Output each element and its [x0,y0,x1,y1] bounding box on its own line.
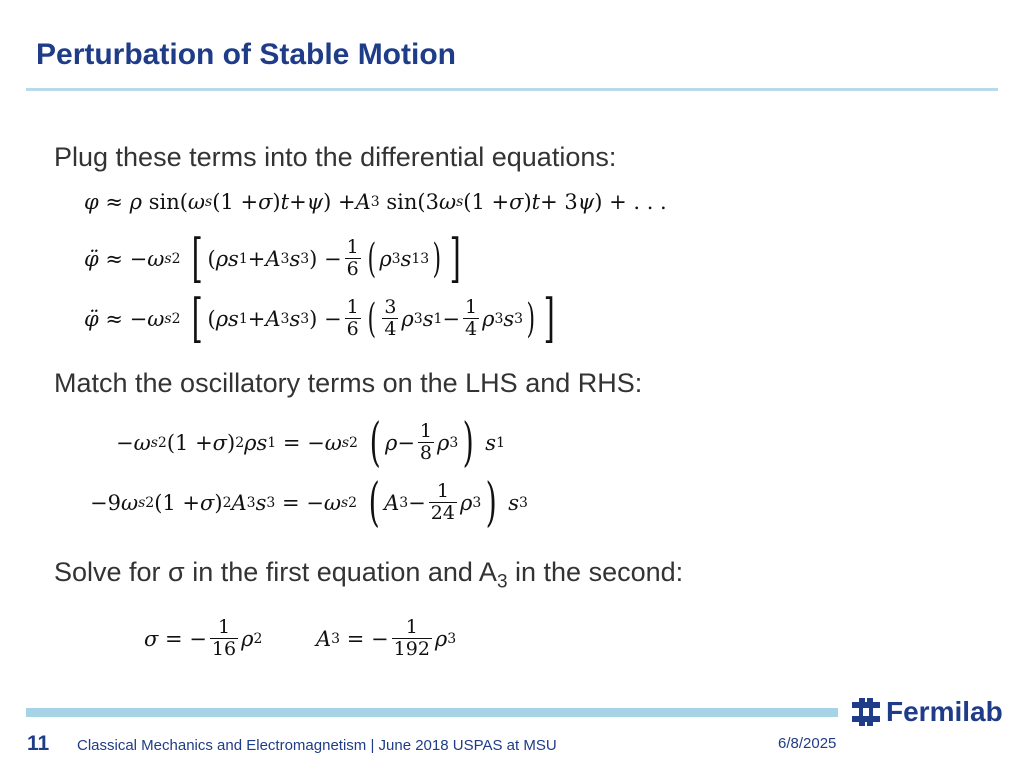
bullet-match-terms: Match the oscillatory terms on the LHS and RHS: [54,368,643,398]
equation-phi-expansion: φ ≈ ρ sin( ω s (1 + σ ) t + ψ ) + A 3 sin(3 ω s (1 + σ ) t + 3 ψ ) + . . . [84,190,667,214]
fermilab-logo [850,696,1003,728]
page-number: 11 [27,732,50,755]
footer-date: 6/8/2025 [778,735,837,752]
equation-match-s1: − ω s 2 (1 + σ ) 2 ρs 1 = − ω s 2 ( ρ − $\frac{1}{8}$ ρ 3 ) s 1 [116,413,505,473]
slide-title: Perturbation of Stable Motion [36,38,456,71]
footer-bar [26,708,838,717]
fermilab-logo-text: Fermilab [886,696,1003,727]
equation-phi-ddot-2: φ̈ ≈ − ω s 2 [ ( ρs 1 + A 3 s 3 ) − $\frac{1}{6}$ ( $\frac{3}{4}$ ρ 3 s 1 − $\frac{1}{4}$ ρ 3 s 3 ) ] [84,289,555,349]
bullet-solve: Solve for σ in the first equation and $A_3$ in the second: [54,557,684,593]
bullet-plug-terms: Plug these terms into the differential equations: [54,142,617,172]
equation-phi-ddot-1: φ̈ ≈ − ω s 2 [ ( ρs 1 + A 3 s 3 ) − $\frac{1}{6}$ ( ρ 3 s 1 3 ) ] [84,229,461,289]
footer-course-text: Classical Mechanics and Electromagnetism | June 2018 USPAS at MSU [77,737,557,754]
fermilab-logo-icon [850,696,882,728]
equation-sigma: σ = − $\frac{1}{16}$ ρ 2 [144,616,263,660]
equation-match-s3: −9 ω s 2 (1 + σ ) 2 A 3 s 3 = − ω s 2 ( A 3 − $\frac{1}{24}$ ρ 3 ) s 3 [90,473,528,533]
title-divider [26,88,998,91]
equation-a3: A 3 = − $\frac{1}{192}$ ρ 3 [316,616,457,660]
